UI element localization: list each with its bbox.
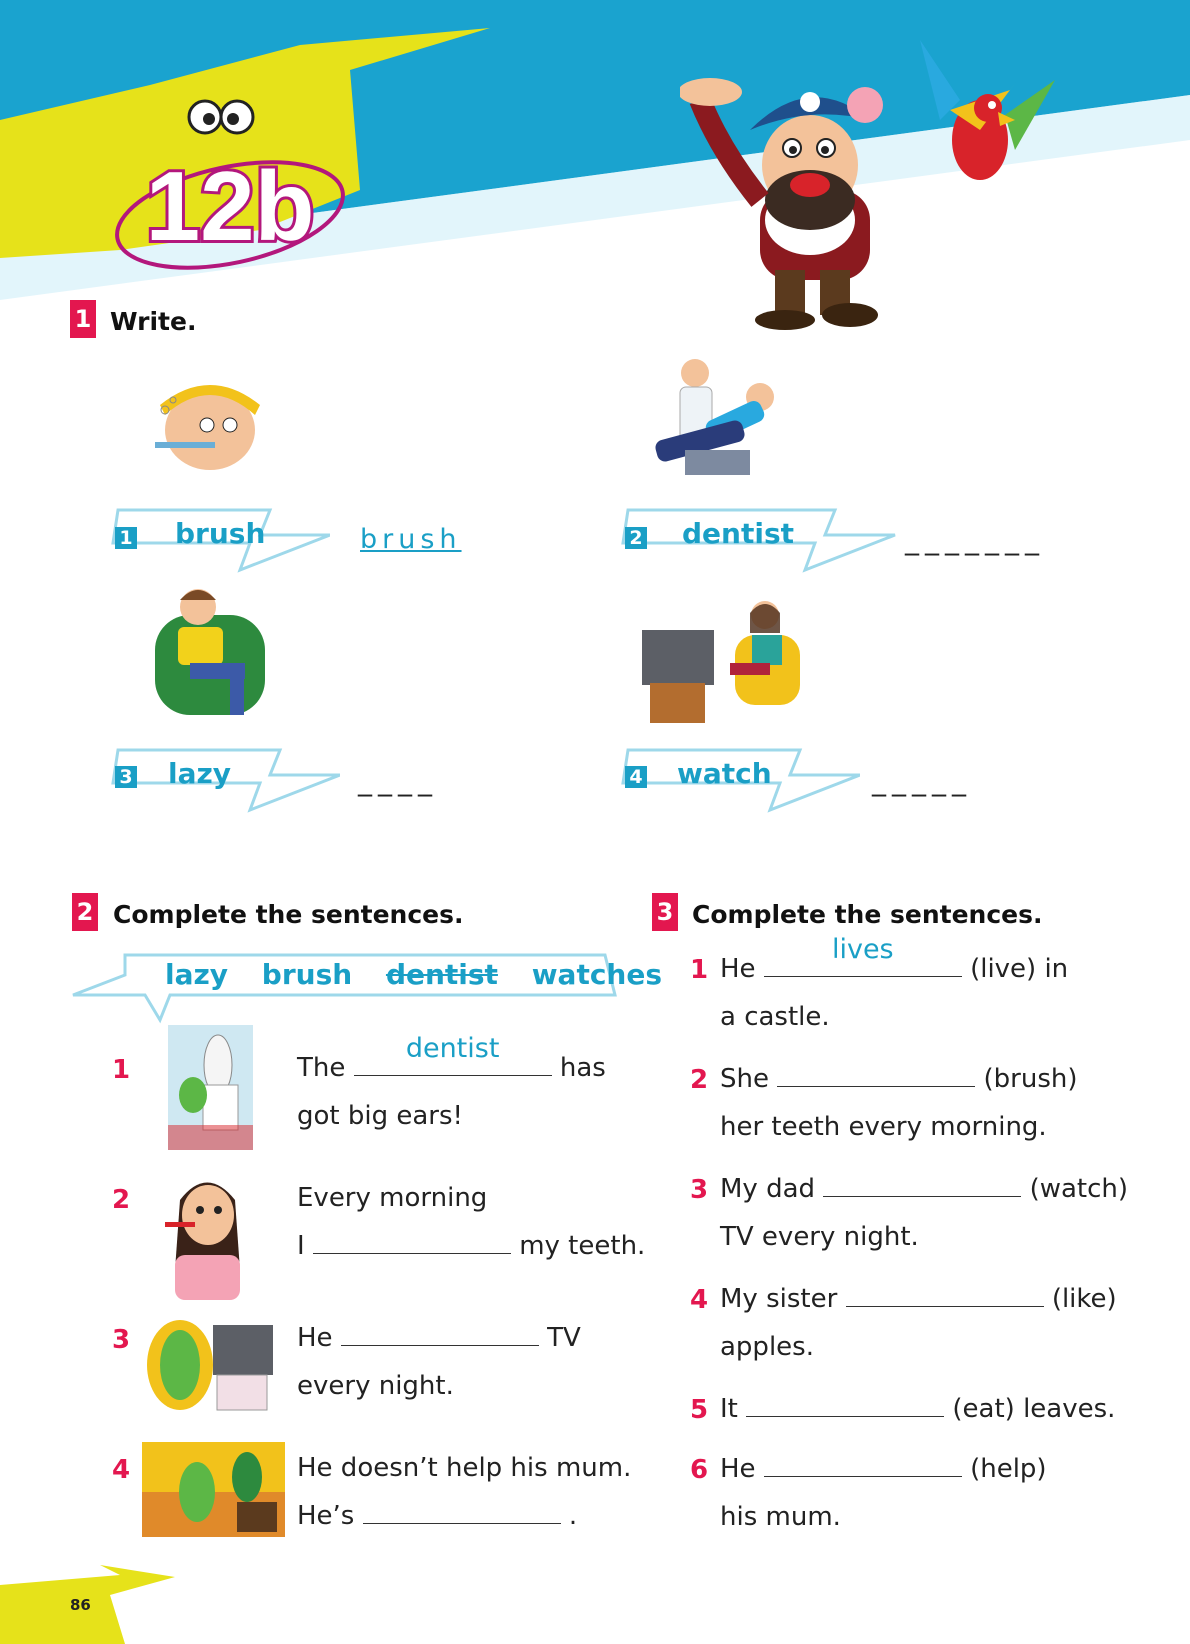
ex3-item1-number: 1 xyxy=(690,955,709,985)
ex3-item3-blank[interactable] xyxy=(823,1172,1021,1197)
ex3-item5-number: 5 xyxy=(690,1395,709,1425)
ex3-item4-number: 4 xyxy=(690,1285,709,1315)
ex3-item5-sentence xyxy=(720,1385,1115,1433)
crocodile-watching-tv-picture xyxy=(145,1315,275,1415)
ex2-item4-blank[interactable] xyxy=(363,1499,561,1524)
ex2-item1-text-after: has xyxy=(559,1053,606,1083)
unit-label: 12b xyxy=(145,151,315,261)
ex3-item2-sentence xyxy=(720,1055,1078,1151)
unit-logo xyxy=(105,85,355,285)
exercise1-number: 1 xyxy=(70,300,96,338)
ex3-item2-text-after: (brush) xyxy=(983,1064,1078,1094)
girl-brushing-teeth-picture xyxy=(160,1170,255,1300)
ex2-item4-text-after: . xyxy=(568,1501,578,1531)
ex2-item1-sentence xyxy=(297,1033,606,1140)
ex3-item4-text-before: My sister xyxy=(720,1284,838,1314)
ex3-item2-blank[interactable] xyxy=(777,1062,975,1087)
ex3-item3-text-after: (watch) xyxy=(1029,1174,1129,1204)
ex2-item3-text-after: TV xyxy=(547,1323,581,1353)
ex2-item2-text-after: my teeth. xyxy=(519,1231,646,1261)
exercise2-number: 2 xyxy=(72,893,98,931)
ex2-item2-line1: Every morning xyxy=(297,1183,488,1213)
word-box xyxy=(165,958,662,991)
ex3-item6-number: 6 xyxy=(690,1455,709,1485)
rabbit-dentist-picture xyxy=(168,1025,253,1150)
exercise1-title: Write. xyxy=(110,307,197,336)
exercise2-title: Complete the sentences. xyxy=(113,900,464,929)
ex2-item1-text-before: The xyxy=(297,1053,346,1083)
ex3-item4-line2: apples. xyxy=(720,1332,814,1362)
item4-word: watch xyxy=(677,757,772,790)
ex3-item1-blank[interactable] xyxy=(764,934,962,977)
ex2-item2-text-before: I xyxy=(297,1231,305,1261)
boy-in-armchair-picture xyxy=(150,585,280,725)
ex2-item1-number: 1 xyxy=(112,1055,131,1085)
item3-number: 3 xyxy=(115,766,137,788)
ex3-item6-sentence xyxy=(720,1445,1047,1541)
ex3-item6-line2: his mum. xyxy=(720,1502,841,1532)
ex3-item4-text-after: (like) xyxy=(1051,1284,1117,1314)
word-box-dentist-crossed: dentist xyxy=(385,958,498,991)
item3-blank: ____ xyxy=(358,764,438,797)
word-box-watches: watches xyxy=(531,958,663,991)
ex3-item4-sentence xyxy=(720,1275,1117,1371)
page-number: 86 xyxy=(70,1596,91,1614)
ex3-item3-text-before: My dad xyxy=(720,1174,816,1204)
pirate-parrot-illustration xyxy=(680,30,1060,330)
ex3-item1-text-before: He xyxy=(720,954,756,984)
footer-lightning xyxy=(0,1565,200,1644)
ex2-item4-line1: He doesn’t help his mum. xyxy=(297,1453,632,1483)
ex3-item3-line2: TV every night. xyxy=(720,1222,919,1252)
item3-word: lazy xyxy=(168,757,232,790)
item2-blank: _______ xyxy=(905,523,1045,556)
ex3-item5-text-after: (eat) leaves. xyxy=(952,1394,1116,1424)
ex3-item2-text-before: She xyxy=(720,1064,769,1094)
ex3-item2-line2: her teeth every morning. xyxy=(720,1112,1047,1142)
ex3-item4-blank[interactable] xyxy=(846,1282,1044,1307)
ex3-item6-text-before: He xyxy=(720,1454,756,1484)
word-box-lazy: lazy xyxy=(165,958,229,991)
girl-watching-tv-picture xyxy=(640,595,805,735)
ex3-item1-sentence xyxy=(720,934,1069,1041)
crocodile-family-picture xyxy=(142,1442,285,1537)
ex2-item3-text-before: He xyxy=(297,1323,333,1353)
exercise3-number: 3 xyxy=(652,893,678,931)
ex2-item3-line2: every night. xyxy=(297,1371,454,1401)
exercise3-title: Complete the sentences. xyxy=(692,900,1043,929)
ex3-item3-number: 3 xyxy=(690,1175,709,1205)
ex3-item1-text-after: (live) in xyxy=(970,954,1069,984)
ex3-item5-blank[interactable] xyxy=(746,1392,944,1417)
item2-number: 2 xyxy=(625,527,647,549)
ex2-item3-number: 3 xyxy=(112,1325,131,1355)
item1-answer: brush xyxy=(360,524,462,555)
item1-number: 1 xyxy=(115,527,137,549)
ex2-item2-sentence xyxy=(297,1174,645,1270)
ex2-item1-answer: dentist xyxy=(405,1033,500,1064)
ex3-item5-text-before: It xyxy=(720,1394,738,1424)
ex2-item1-blank[interactable] xyxy=(354,1033,552,1076)
item4-number: 4 xyxy=(625,766,647,788)
ex3-item1-line2: a castle. xyxy=(720,1002,830,1032)
boy-brushing-teeth-picture xyxy=(135,380,275,490)
item4-blank: _____ xyxy=(872,764,972,797)
ex2-item4-text-before: He’s xyxy=(297,1501,355,1531)
ex2-item4-sentence xyxy=(297,1444,631,1540)
ex2-item2-blank[interactable] xyxy=(313,1229,511,1254)
ex3-item3-sentence xyxy=(720,1165,1128,1261)
ex3-item2-number: 2 xyxy=(690,1065,709,1095)
dentist-with-patient-picture xyxy=(650,355,790,495)
item1-word: brush xyxy=(175,517,266,550)
ex3-item6-text-after: (help) xyxy=(970,1454,1047,1484)
ex2-item1-line2: got big ears! xyxy=(297,1101,463,1131)
ex2-item3-sentence xyxy=(297,1314,581,1410)
ex2-item4-number: 4 xyxy=(112,1455,131,1485)
ex2-item2-number: 2 xyxy=(112,1185,131,1215)
word-box-brush: brush xyxy=(261,958,353,991)
ex3-item1-answer: lives xyxy=(831,934,894,965)
ex3-item6-blank[interactable] xyxy=(764,1452,962,1477)
ex2-item3-blank[interactable] xyxy=(341,1321,539,1346)
item2-word: dentist xyxy=(682,517,794,550)
